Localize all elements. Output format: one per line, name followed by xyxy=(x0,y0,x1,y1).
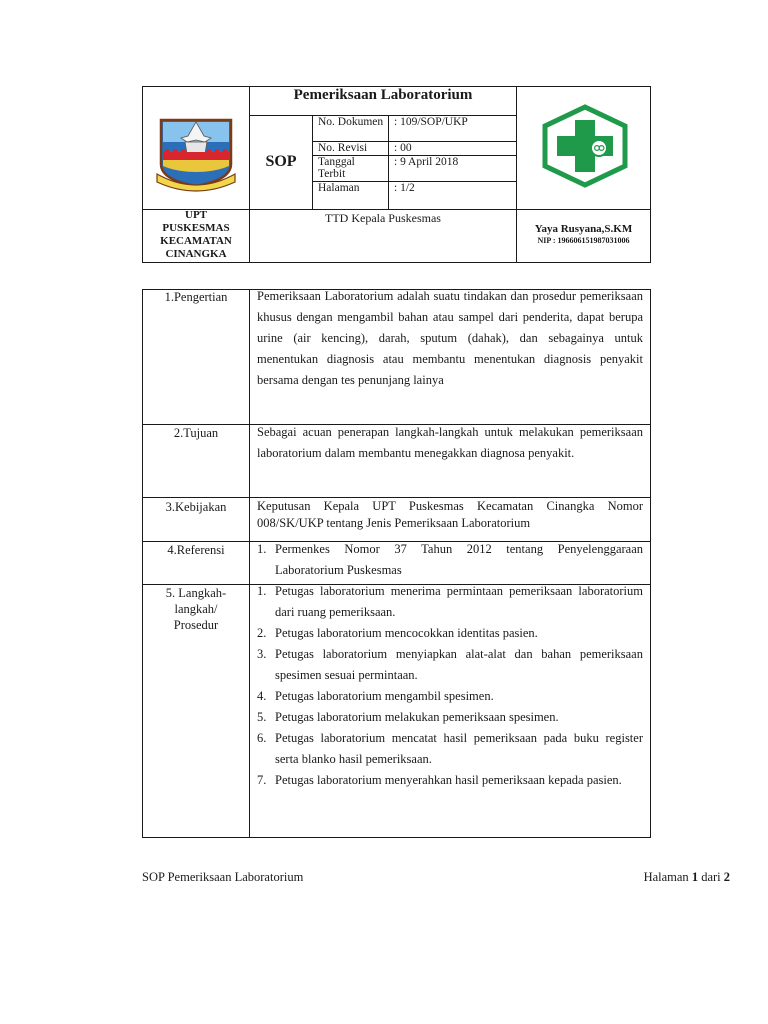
list-item: 4. Petugas laboratorium mengambil spesimen. xyxy=(257,689,494,703)
field-value-no-dokumen: : 109/SOP/UKP xyxy=(394,116,468,128)
section-label-pengertian: 1.Pengertian xyxy=(164,290,228,304)
section-label-prosedur: 5. Langkah- langkah/ Prosedur xyxy=(165,586,227,632)
signature-label: TTD Kepala Puskesmas xyxy=(325,211,441,225)
section-text-tujuan: Sebagai acuan penerapan langkah-langkah untuk melakukan pemeriksaan laboratorium dalam membantu menegakkan diagnosa penyakit. xyxy=(257,425,643,460)
sop-label: SOP xyxy=(265,153,297,170)
field-label-no-revisi: No. Revisi xyxy=(318,142,368,154)
list-item: 7. Petugas laboratorium menyerahkan hasil pemeriksaan kepada pasien. xyxy=(257,773,622,787)
regional-emblem-logo xyxy=(155,116,237,196)
section-label-kebijakan: 3.Kebijakan xyxy=(165,500,227,514)
organization-name: UPT PUSKESMAS KECAMATAN CINANGKA xyxy=(160,209,232,260)
signer-nip: NIP : 196606151987031006 xyxy=(537,236,630,245)
field-value-no-revisi: : 00 xyxy=(394,142,412,154)
section-list-referensi xyxy=(257,539,643,581)
list-item: 6. Petugas laboratorium mencatat hasil pemeriksaan pada buku register serta blanko hasil pemeriksaan. xyxy=(257,731,643,766)
section-text-kebijakan: Keputusan Kepala UPT Puskesmas Kecamatan Cinangka Nomor 008/SK/UKP tentang Jenis Pemeriksaan Laboratorium xyxy=(257,499,643,530)
list-item: 5. Petugas laboratorium melakukan pemeriksaan spesimen. xyxy=(257,710,559,724)
document-title: Pemeriksaan Laboratorium xyxy=(293,87,473,103)
footer-page-info: Halaman 1 dari 2 xyxy=(643,870,730,884)
list-item: 2. Petugas laboratorium mencocokkan identitas pasien. xyxy=(257,626,538,640)
list-item: 3. Petugas laboratorium menyiapkan alat-alat dan bahan pemeriksaan spesimen sesuai permintaan. xyxy=(257,647,643,682)
field-label-halaman: Halaman xyxy=(318,182,360,194)
field-value-tanggal-terbit: : 9 April 2018 xyxy=(394,156,459,168)
field-label-no-dokumen: No. Dokumen xyxy=(318,116,384,128)
section-label-referensi: 4.Referensi xyxy=(167,543,225,557)
puskesmas-logo xyxy=(541,104,629,188)
signer-name: Yaya Rusyana,S.KM xyxy=(534,223,633,235)
footer-document-name: SOP Pemeriksaan Laboratorium xyxy=(142,870,304,884)
list-item: 1. Permenkes Nomor 37 Tahun 2012 tentang Penyelenggaraan Laboratorium Puskesmas xyxy=(257,542,643,577)
section-label-tujuan: 2.Tujuan xyxy=(173,426,219,440)
list-item: 1. Petugas laboratorium menerima permintaan pemeriksaan laboratorium dari ruang pemeriksaan. xyxy=(257,584,643,619)
section-list-prosedur xyxy=(257,581,643,791)
signer-block xyxy=(517,223,650,246)
field-label-tanggal-terbit: Tanggal Terbit xyxy=(318,156,355,180)
field-value-halaman: : 1/2 xyxy=(394,182,415,194)
section-text-pengertian: Pemeriksaan Laboratorium adalah suatu tindakan dan prosedur pemeriksaan khusus dengan mengambil bahan atau sampel dari penderita, dapat berupa urine (air kencing), darah, sputum (dahak), dan sebagainya untuk menentukan diagnosis atau membantu menentukan diagnosis penyakit bersama dengan tes penunjang lainya xyxy=(257,289,643,387)
